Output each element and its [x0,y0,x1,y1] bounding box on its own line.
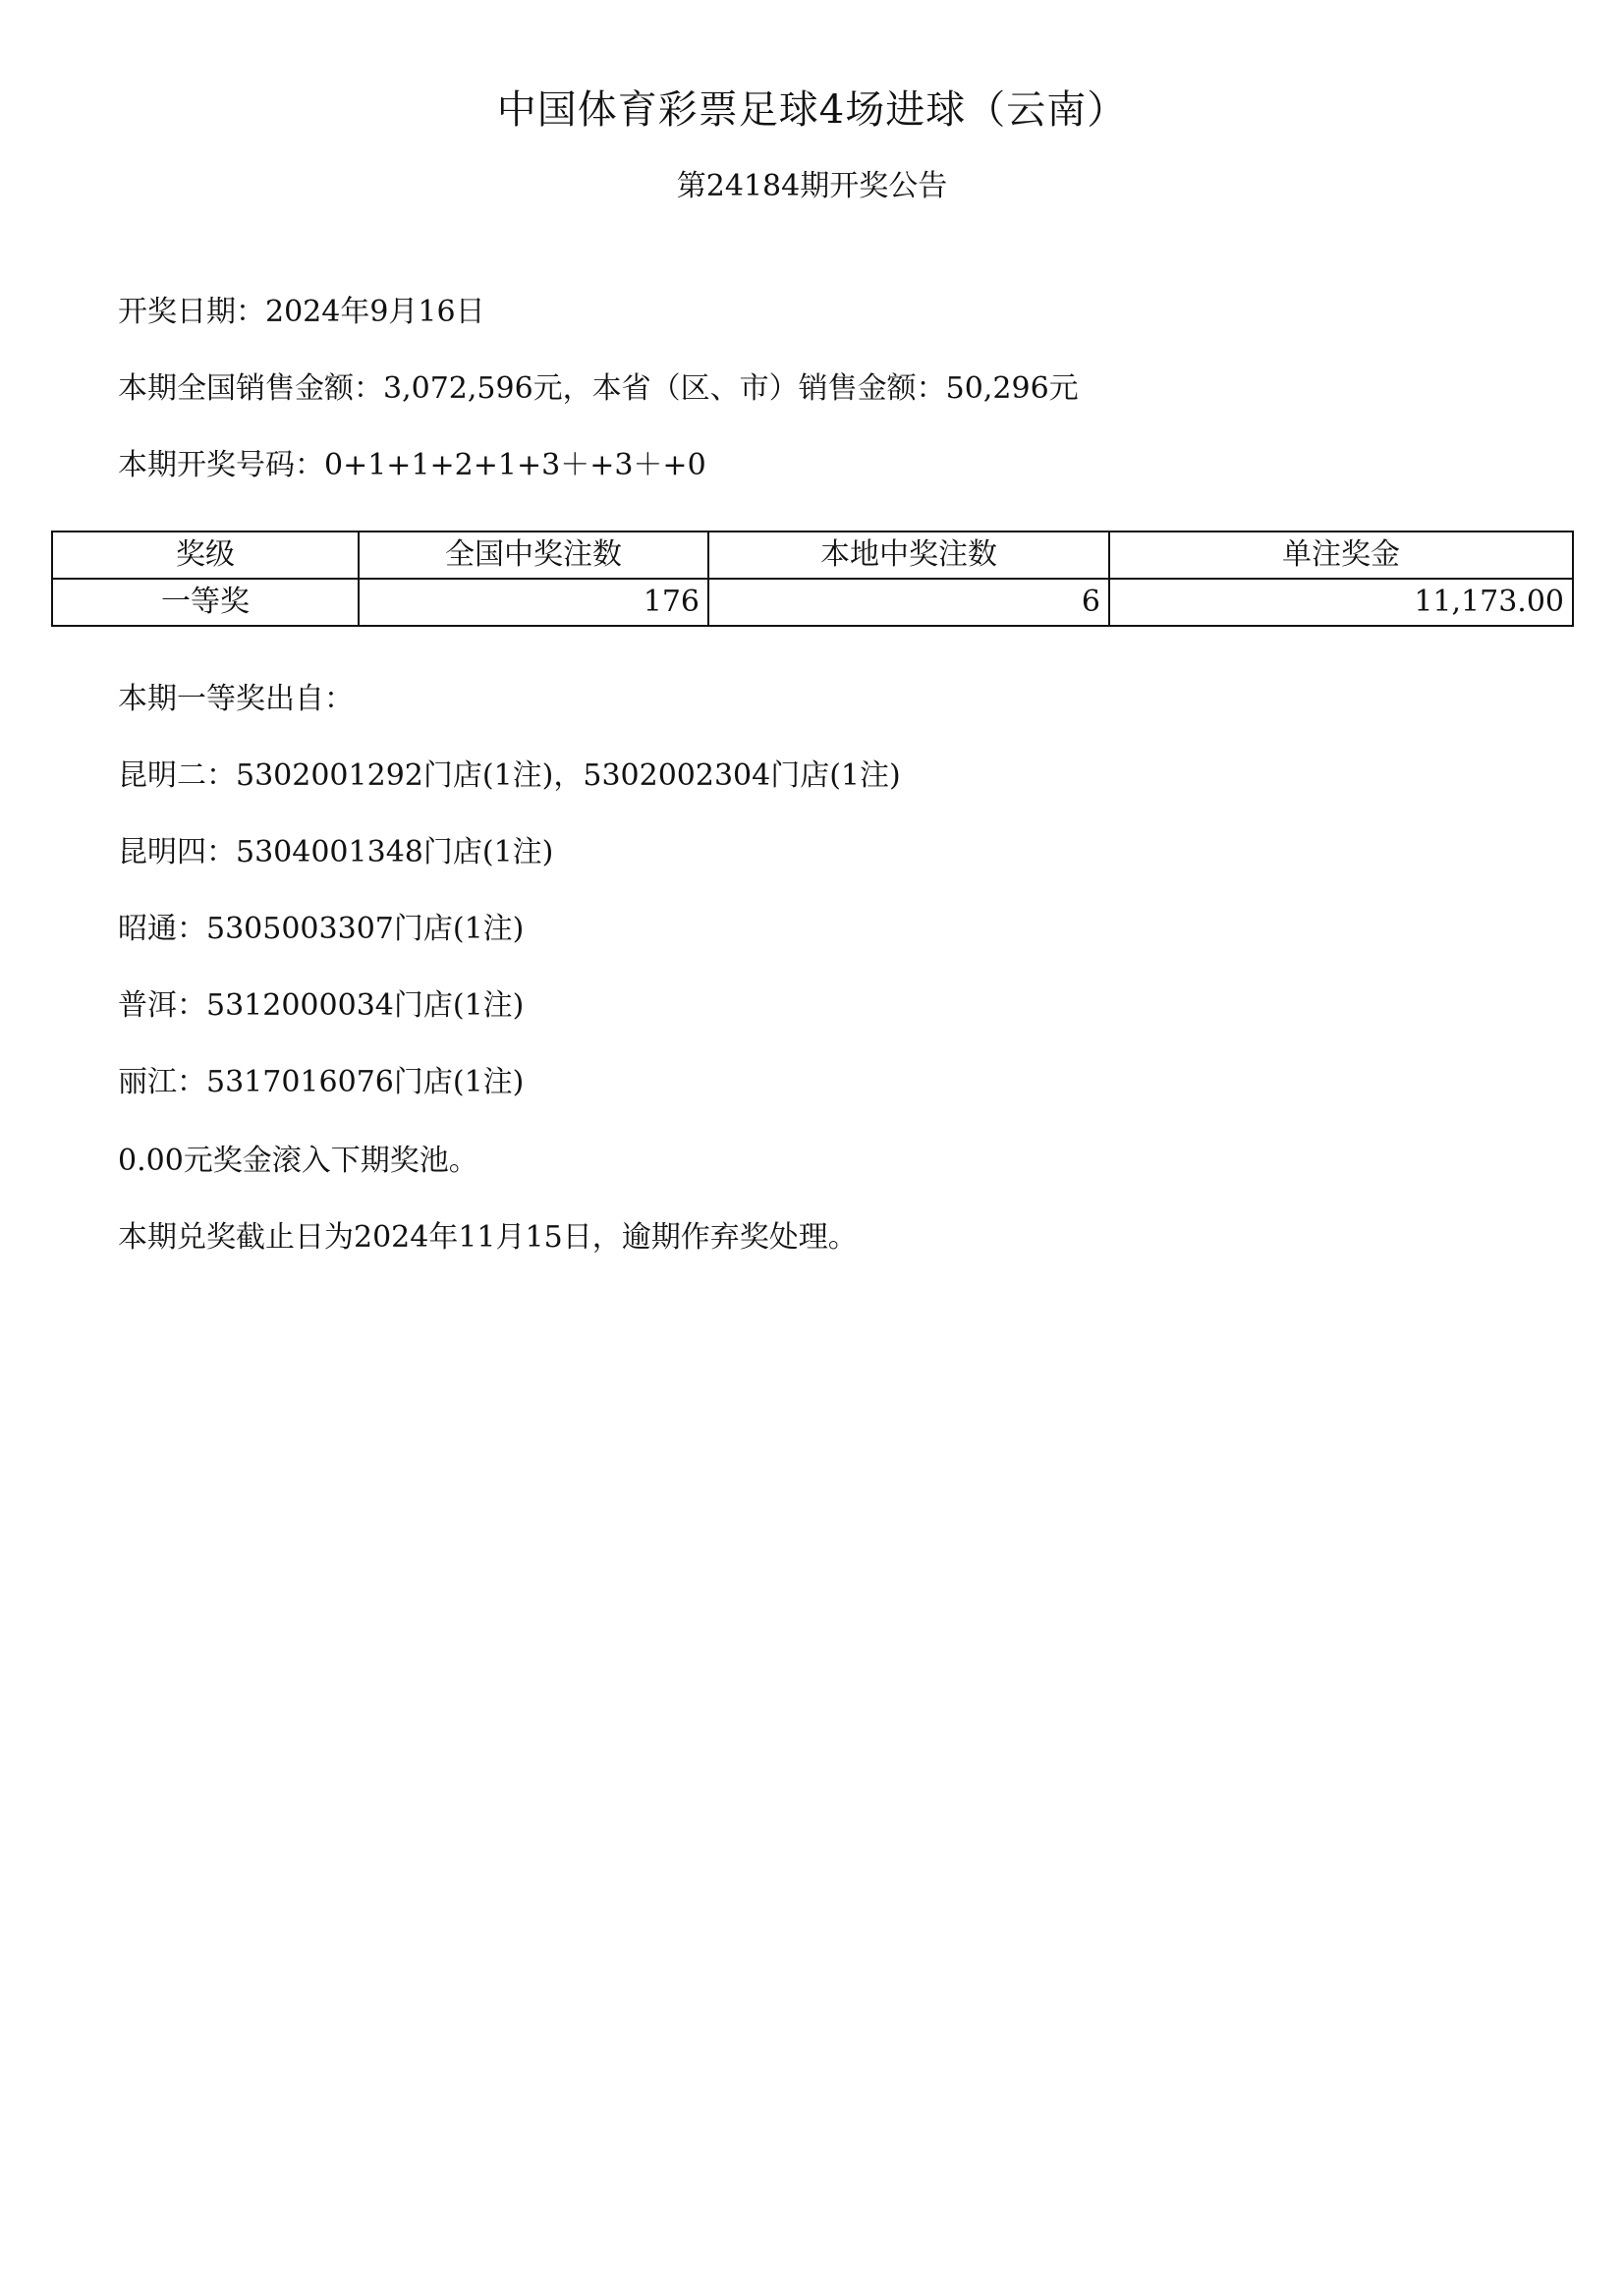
cell-local-count: 6 [708,579,1109,626]
header-prize-amount: 单注奖金 [1109,532,1573,579]
prize-table-header-row [52,532,1573,579]
cell-prize-amount: 11,173.00 [1109,579,1573,626]
winning-number: 本期开奖号码：0+1+1+2+1+3＋+3＋+0 [118,448,706,482]
list-item: 昆明四：5304001348门店(1注) [118,835,554,869]
header-national-count: 全国中奖注数 [359,532,708,579]
sales-amount: 本期全国销售金额：3,072,596元，本省（区、市）销售金额：50,296元 [118,371,1079,406]
draw-date: 开奖日期：2024年9月16日 [118,295,485,329]
header-local-count: 本地中奖注数 [708,532,1109,579]
page-subtitle: 第24184期开奖公告 [676,169,948,203]
table-row [52,579,1573,626]
winners-intro: 本期一等奖出自： [118,682,354,716]
prize-table [51,531,1574,627]
list-item: 昭通：5305003307门店(1注) [118,912,525,946]
list-item: 普洱：5312000034门店(1注) [118,988,525,1023]
list-item: 丽江：5317016076门店(1注) [118,1065,525,1099]
page-title: 中国体育彩票足球4场进球（云南） [496,87,1128,133]
deadline-note: 本期兑奖截止日为2024年11月15日，逾期作弃奖处理。 [118,1220,858,1255]
cell-national-count: 176 [359,579,708,626]
header-prize-level: 奖级 [52,532,359,579]
cell-prize-level: 一等奖 [52,579,359,626]
list-item: 昆明二：5302001292门店(1注)，5302002304门店(1注) [118,758,901,793]
rollover-note: 0.00元奖金滚入下期奖池。 [118,1144,478,1178]
